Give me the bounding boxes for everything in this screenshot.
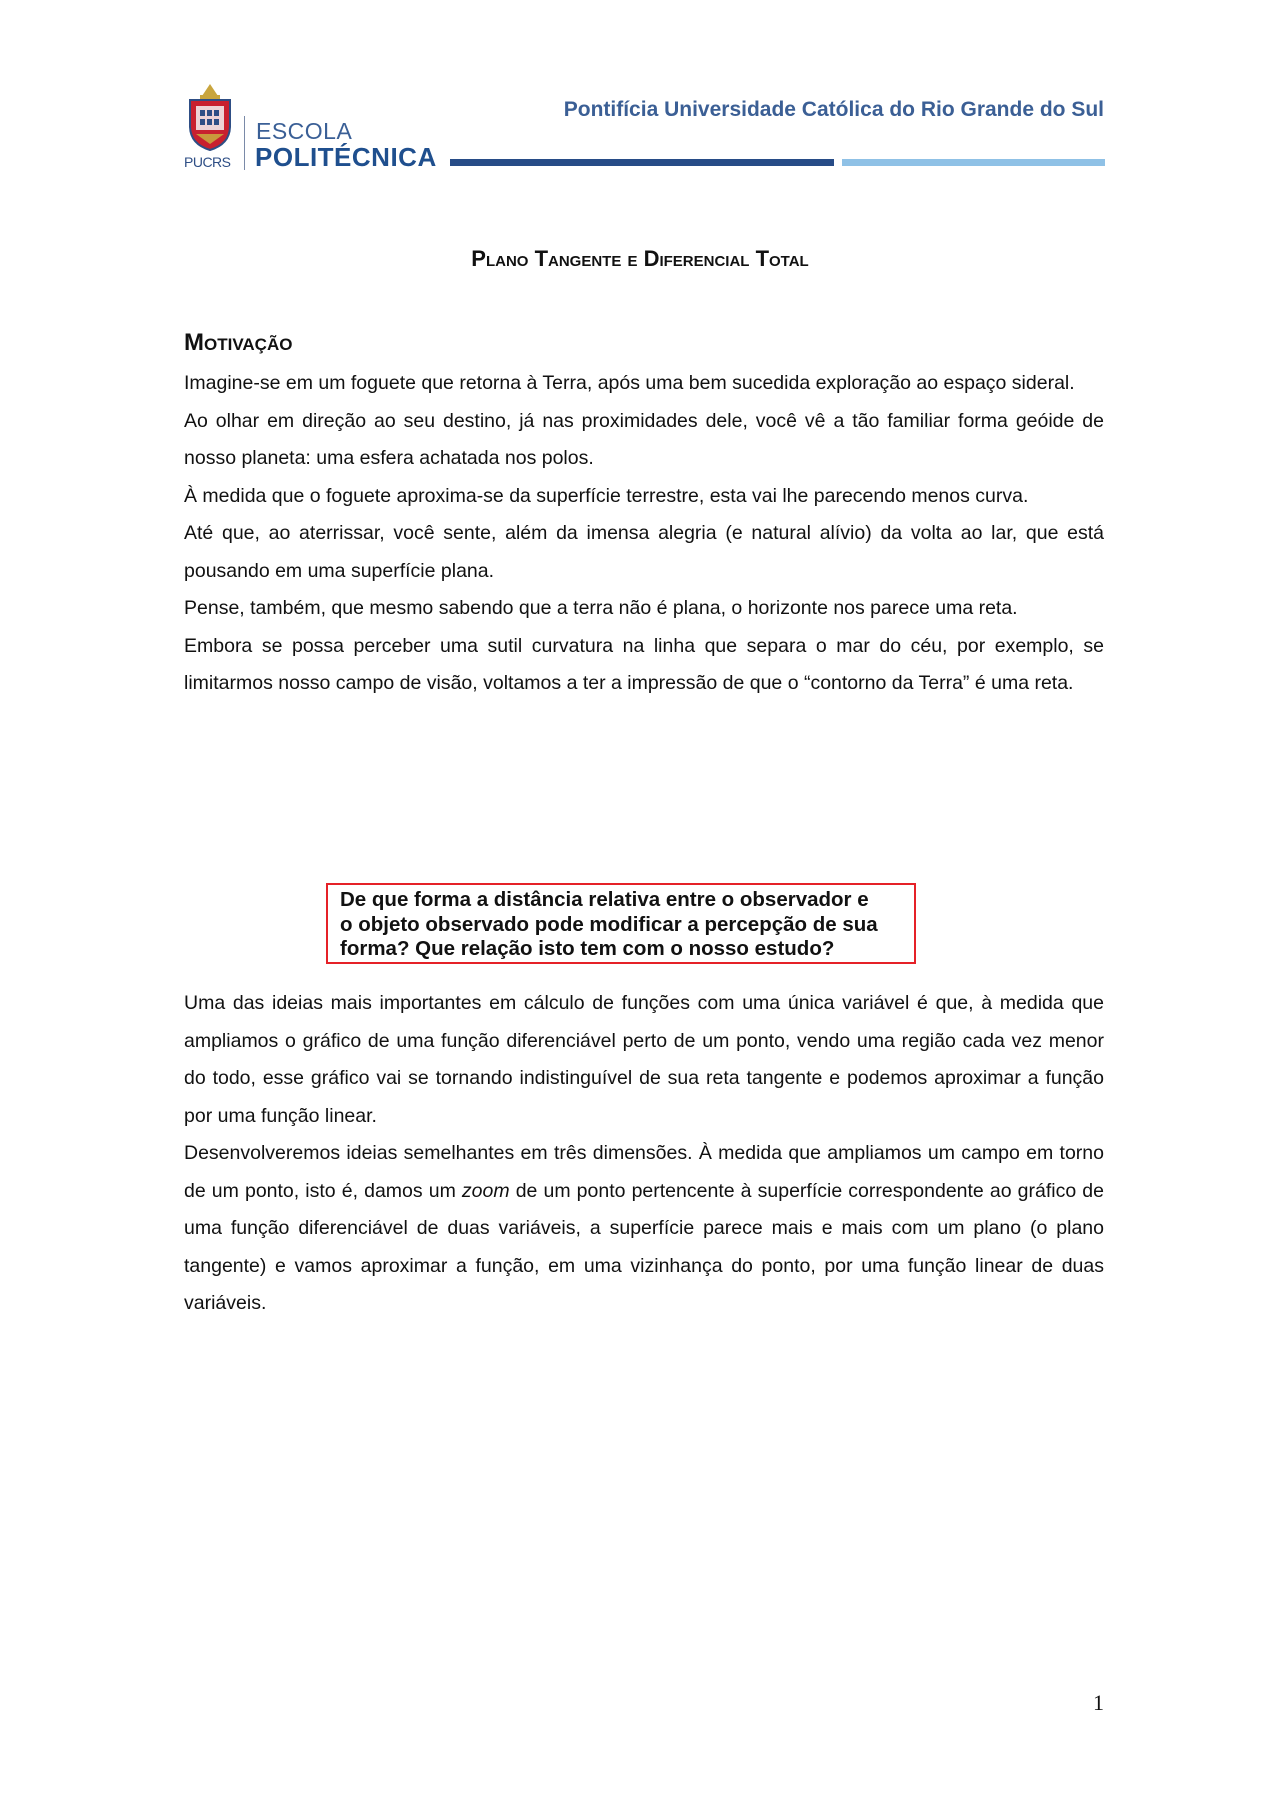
pucrs-logo-text: PUCRS — [184, 154, 231, 170]
question-line: o objeto observado pode modificar a percepção de sua — [340, 912, 878, 936]
paragraph: Ao olhar em direção ao seu destino, já nas proximidades dele, você vê a tão familiar forma geóide de nosso planeta: uma esfera achatada nos polos. — [184, 409, 1104, 469]
paragraph-with-emphasis — [184, 1135, 1104, 1323]
text-segment: Desenvolveremos ideias semelhantes em três dimensões. À medida que ampliamos um campo em torno de um ponto, isto é, damos um — [184, 1142, 1104, 1202]
intro-text — [184, 365, 1104, 703]
university-name: Pontifícia Universidade Católica do Rio Grande do Sul — [563, 98, 1104, 121]
school-name-line1: ESCOLA — [256, 118, 353, 144]
section-heading: Motivação — [184, 329, 293, 356]
question-callout-box — [326, 883, 916, 964]
header-bar-light — [842, 159, 1105, 166]
header-bar-dark — [450, 159, 834, 166]
question-line: forma? Que relação isto tem com o nosso estudo? — [340, 937, 835, 960]
main-text — [184, 985, 1104, 1323]
paragraph: Imagine-se em um foguete que retorna à Terra, após uma bem sucedida exploração ao espaço sideral. — [184, 372, 1075, 394]
logo-divider — [244, 116, 245, 170]
question-line: De que forma a distância relativa entre o observador e — [340, 888, 869, 911]
school-name-line2: POLITÉCNICA — [255, 142, 437, 172]
page-header — [0, 0, 1280, 180]
emphasis-zoom: zoom — [461, 1179, 510, 1202]
pucrs-crest-logo — [186, 82, 234, 152]
paragraph: Pense, também, que mesmo sabendo que a terra não é plana, o horizonte nos parece uma reta. — [184, 597, 1018, 619]
paragraph: Uma das ideias mais importantes em cálculo de funções com uma única variável é que, à medida que ampliamos o gráfico de uma função diferenciável perto de um ponto, vendo uma região cada vez menor do todo, esse gráfico vai se tornando indistinguível de sua reta tangente e podemos aproximar a função por uma função linear. — [184, 992, 1104, 1127]
document-title: Plano Tangente e Diferencial Total — [471, 246, 809, 271]
text-segment: de um ponto pertencente à superfície correspondente ao gráfico de uma função diferenciável de duas variáveis, a superfície parece mais e mais com um plano (o plano tangente) e vamos aproximar a função, em uma vizinhança do ponto, por uma função linear de duas variáveis. — [184, 1179, 1104, 1314]
paragraph: Embora se possa perceber uma sutil curvatura na linha que separa o mar do céu, por exemplo, se limitarmos nosso campo de visão, voltamos a ter a impressão de que o “contorno da Terra” é uma reta. — [184, 634, 1104, 694]
page-number: 1 — [1093, 1690, 1104, 1715]
paragraph: Até que, ao aterrissar, você sente, além da imensa alegria (e natural alívio) da volta ao lar, que está pousando em uma superfície plana. — [184, 522, 1104, 582]
paragraph: À medida que o foguete aproxima-se da superfície terrestre, esta vai lhe parecendo menos curva. — [184, 484, 1029, 507]
